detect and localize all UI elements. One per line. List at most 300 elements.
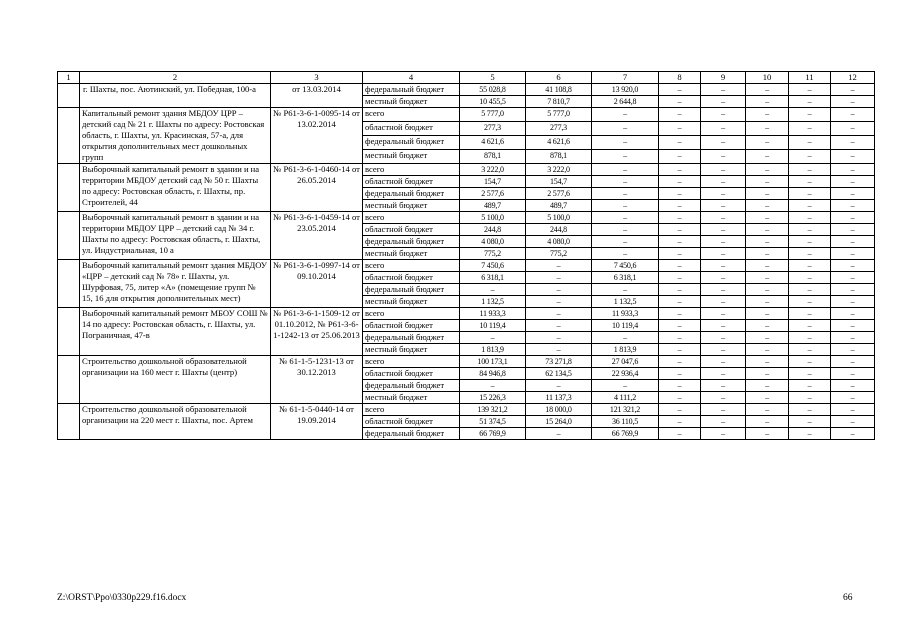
value-cell: – bbox=[789, 236, 831, 248]
value-cell: – bbox=[701, 122, 746, 136]
value-cell: – bbox=[789, 212, 831, 224]
column-number-cell: 1 bbox=[58, 72, 80, 84]
value-cell: 1 132,5 bbox=[460, 296, 526, 308]
value-cell: – bbox=[789, 108, 831, 122]
empty-cell bbox=[58, 260, 80, 308]
funding-source-cell: федеральный бюджет bbox=[363, 428, 460, 440]
column-number-cell: 8 bbox=[659, 72, 701, 84]
object-name-cell: Выборочный капитальный ремонт здания МБДОУ «ЦРР – детский сад № 78» г. Шахты, ул. Шурфовая, 75, литер «А» (помещение групп № 15, 16 для открытия дополнительных мест) bbox=[80, 260, 271, 308]
footer-file-path: Z:\ORST\Ppo\0330p229.f16.docx bbox=[57, 593, 187, 603]
empty-cell bbox=[58, 164, 80, 212]
value-cell: – bbox=[831, 416, 875, 428]
document-cell: № 61-1-5-0440-14 от 19.09.2014 bbox=[271, 404, 363, 440]
value-cell: – bbox=[701, 308, 746, 320]
value-cell: – bbox=[659, 368, 701, 380]
value-cell: – bbox=[701, 236, 746, 248]
column-number-cell: 12 bbox=[831, 72, 875, 84]
value-cell: – bbox=[746, 356, 789, 368]
value-cell: – bbox=[659, 150, 701, 164]
value-cell: 100 173,1 bbox=[460, 356, 526, 368]
value-cell: – bbox=[789, 416, 831, 428]
table-row bbox=[58, 404, 875, 416]
value-cell: – bbox=[526, 284, 592, 296]
value-cell: 7 450,6 bbox=[592, 260, 659, 272]
value-cell: – bbox=[701, 332, 746, 344]
value-cell: – bbox=[659, 188, 701, 200]
value-cell: – bbox=[701, 392, 746, 404]
value-cell: – bbox=[789, 404, 831, 416]
value-cell: – bbox=[659, 96, 701, 108]
column-number-cell: 7 bbox=[592, 72, 659, 84]
column-number-cell: 6 bbox=[526, 72, 592, 84]
value-cell: – bbox=[659, 380, 701, 392]
value-cell: – bbox=[592, 284, 659, 296]
document-cell: № Р61-3-6-1-0460-14 от 26.05.2014 bbox=[271, 164, 363, 212]
header-row bbox=[58, 72, 875, 84]
value-cell: – bbox=[701, 136, 746, 150]
funding-source-cell: всего bbox=[363, 260, 460, 272]
value-cell: – bbox=[789, 188, 831, 200]
document-cell: № Р61-3-6-1-0095-14 от 13.02.2014 bbox=[271, 108, 363, 164]
value-cell: 4 080,0 bbox=[526, 236, 592, 248]
table-row bbox=[58, 84, 875, 96]
value-cell: – bbox=[831, 248, 875, 260]
value-cell: – bbox=[789, 368, 831, 380]
value-cell: – bbox=[701, 212, 746, 224]
object-name-cell: г. Шахты, пос. Аютинский, ул. Победная, 100-а bbox=[80, 84, 271, 108]
funding-source-cell: федеральный бюджет bbox=[363, 332, 460, 344]
value-cell: – bbox=[526, 320, 592, 332]
value-cell: – bbox=[701, 108, 746, 122]
value-cell: – bbox=[701, 428, 746, 440]
value-cell: – bbox=[460, 332, 526, 344]
value-cell: – bbox=[831, 188, 875, 200]
document-cell: от 13.03.2014 bbox=[271, 84, 363, 108]
value-cell: – bbox=[659, 224, 701, 236]
funding-source-cell: областной бюджет bbox=[363, 224, 460, 236]
value-cell: – bbox=[746, 308, 789, 320]
value-cell: 244,8 bbox=[460, 224, 526, 236]
value-cell: – bbox=[701, 260, 746, 272]
value-cell: – bbox=[659, 212, 701, 224]
funding-source-cell: всего bbox=[363, 212, 460, 224]
value-cell: 41 108,8 bbox=[526, 84, 592, 96]
value-cell: – bbox=[831, 308, 875, 320]
funding-source-cell: всего bbox=[363, 308, 460, 320]
table-row bbox=[58, 164, 875, 176]
value-cell: 775,2 bbox=[526, 248, 592, 260]
value-cell: – bbox=[701, 356, 746, 368]
value-cell: – bbox=[789, 122, 831, 136]
value-cell: – bbox=[746, 284, 789, 296]
value-cell: 62 134,5 bbox=[526, 368, 592, 380]
empty-cell bbox=[58, 404, 80, 440]
value-cell: – bbox=[789, 380, 831, 392]
value-cell: 15 226,3 bbox=[460, 392, 526, 404]
value-cell: – bbox=[746, 296, 789, 308]
value-cell: – bbox=[701, 272, 746, 284]
empty-cell bbox=[58, 308, 80, 356]
page-number: 66 bbox=[843, 593, 853, 603]
funding-source-cell: федеральный бюджет bbox=[363, 380, 460, 392]
value-cell: – bbox=[526, 308, 592, 320]
value-cell: – bbox=[831, 108, 875, 122]
value-cell: – bbox=[592, 188, 659, 200]
value-cell: – bbox=[592, 150, 659, 164]
value-cell: 84 946,8 bbox=[460, 368, 526, 380]
funding-source-cell: федеральный бюджет bbox=[363, 84, 460, 96]
value-cell: – bbox=[701, 96, 746, 108]
value-cell: – bbox=[746, 272, 789, 284]
value-cell: – bbox=[526, 332, 592, 344]
value-cell: 27 047,6 bbox=[592, 356, 659, 368]
value-cell: 3 222,0 bbox=[460, 164, 526, 176]
value-cell: – bbox=[659, 332, 701, 344]
value-cell: – bbox=[831, 164, 875, 176]
value-cell: – bbox=[789, 176, 831, 188]
funding-source-cell: областной бюджет bbox=[363, 368, 460, 380]
value-cell: – bbox=[659, 344, 701, 356]
column-number-cell: 2 bbox=[80, 72, 271, 84]
value-cell: – bbox=[831, 212, 875, 224]
value-cell: – bbox=[592, 176, 659, 188]
funding-source-cell: местный бюджет bbox=[363, 344, 460, 356]
value-cell: – bbox=[659, 428, 701, 440]
column-number-cell: 9 bbox=[701, 72, 746, 84]
value-cell: – bbox=[659, 136, 701, 150]
value-cell: – bbox=[831, 150, 875, 164]
funding-source-cell: всего bbox=[363, 404, 460, 416]
value-cell: – bbox=[746, 212, 789, 224]
value-cell: 3 222,0 bbox=[526, 164, 592, 176]
value-cell: – bbox=[701, 320, 746, 332]
value-cell: – bbox=[831, 96, 875, 108]
value-cell: – bbox=[746, 188, 789, 200]
value-cell: – bbox=[746, 248, 789, 260]
object-name-cell: Капитальный ремонт здания МБДОУ ЦРР – детский сад № 21 г. Шахты по адресу: Ростовская область, г. Шахты, ул. Красинская, 57-а, для открытия дополнительных мест дошкольных групп bbox=[80, 108, 271, 164]
value-cell: 154,7 bbox=[526, 176, 592, 188]
value-cell: – bbox=[746, 380, 789, 392]
funding-source-cell: местный бюджет bbox=[363, 150, 460, 164]
value-cell: – bbox=[701, 164, 746, 176]
value-cell: 55 028,8 bbox=[460, 84, 526, 96]
column-number-cell: 5 bbox=[460, 72, 526, 84]
funding-source-cell: областной бюджет bbox=[363, 416, 460, 428]
value-cell: – bbox=[460, 380, 526, 392]
empty-cell bbox=[58, 212, 80, 260]
object-name-cell: Выборочный капитальный ремонт в здании и на территории МБДОУ детский сад № 50 г. Шахты по адресу: Ростовская область, г. Шахты, пр. Строителей, 44 bbox=[80, 164, 271, 212]
value-cell: – bbox=[789, 428, 831, 440]
value-cell: – bbox=[746, 164, 789, 176]
value-cell: – bbox=[789, 320, 831, 332]
value-cell: – bbox=[789, 248, 831, 260]
value-cell: – bbox=[746, 122, 789, 136]
value-cell: 878,1 bbox=[460, 150, 526, 164]
value-cell: 7 810,7 bbox=[526, 96, 592, 108]
value-cell: – bbox=[789, 272, 831, 284]
value-cell: – bbox=[831, 136, 875, 150]
value-cell: 73 271,8 bbox=[526, 356, 592, 368]
value-cell: – bbox=[592, 212, 659, 224]
object-name-cell: Выборочный капитальный ремонт в здании и на территории МБДОУ ЦРР – детский сад № 34 г. Шахты по адресу: Ростовская область, г. Шахты, ул. Индустриальная, 10 а bbox=[80, 212, 271, 260]
value-cell: 22 936,4 bbox=[592, 368, 659, 380]
value-cell: – bbox=[831, 392, 875, 404]
value-cell: – bbox=[701, 296, 746, 308]
value-cell: 10 119,4 bbox=[592, 320, 659, 332]
value-cell: 2 577,6 bbox=[460, 188, 526, 200]
value-cell: – bbox=[831, 356, 875, 368]
value-cell: 10 119,4 bbox=[460, 320, 526, 332]
value-cell: – bbox=[659, 108, 701, 122]
funding-source-cell: всего bbox=[363, 356, 460, 368]
value-cell: – bbox=[789, 150, 831, 164]
value-cell: 277,3 bbox=[526, 122, 592, 136]
value-cell: 51 374,5 bbox=[460, 416, 526, 428]
value-cell: 1 132,5 bbox=[592, 296, 659, 308]
value-cell: – bbox=[789, 284, 831, 296]
value-cell: – bbox=[746, 332, 789, 344]
value-cell: – bbox=[789, 136, 831, 150]
value-cell: – bbox=[701, 416, 746, 428]
value-cell: 1 813,9 bbox=[592, 344, 659, 356]
value-cell: – bbox=[460, 284, 526, 296]
value-cell: – bbox=[831, 404, 875, 416]
value-cell: 489,7 bbox=[460, 200, 526, 212]
funding-source-cell: местный бюджет bbox=[363, 248, 460, 260]
value-cell: 139 321,2 bbox=[460, 404, 526, 416]
value-cell: 2 577,6 bbox=[526, 188, 592, 200]
value-cell: 11 933,3 bbox=[592, 308, 659, 320]
value-cell: 277,3 bbox=[460, 122, 526, 136]
value-cell: – bbox=[789, 308, 831, 320]
value-cell: – bbox=[659, 404, 701, 416]
value-cell: 489,7 bbox=[526, 200, 592, 212]
funding-source-cell: местный бюджет bbox=[363, 296, 460, 308]
table-row bbox=[58, 212, 875, 224]
value-cell: 5 777,0 bbox=[460, 108, 526, 122]
value-cell: 18 000,0 bbox=[526, 404, 592, 416]
value-cell: – bbox=[526, 260, 592, 272]
value-cell: – bbox=[746, 224, 789, 236]
funding-source-cell: местный бюджет bbox=[363, 200, 460, 212]
value-cell: – bbox=[659, 392, 701, 404]
value-cell: – bbox=[592, 224, 659, 236]
funding-source-cell: областной бюджет bbox=[363, 320, 460, 332]
funding-source-cell: всего bbox=[363, 164, 460, 176]
value-cell: – bbox=[701, 284, 746, 296]
value-cell: – bbox=[789, 332, 831, 344]
funding-source-cell: местный бюджет bbox=[363, 392, 460, 404]
object-name-cell: Выборочный капитальный ремонт МБОУ СОШ № 14 по адресу: Ростовская область, г. Шахты, ул. Пограничная, 47-в bbox=[80, 308, 271, 356]
value-cell: – bbox=[659, 248, 701, 260]
value-cell: – bbox=[701, 224, 746, 236]
value-cell: 6 318,1 bbox=[592, 272, 659, 284]
value-cell: – bbox=[831, 260, 875, 272]
value-cell: – bbox=[659, 84, 701, 96]
value-cell: 7 450,6 bbox=[460, 260, 526, 272]
value-cell: – bbox=[746, 236, 789, 248]
value-cell: – bbox=[659, 320, 701, 332]
value-cell: 15 264,0 bbox=[526, 416, 592, 428]
value-cell: – bbox=[701, 380, 746, 392]
value-cell: 1 813,9 bbox=[460, 344, 526, 356]
value-cell: – bbox=[526, 272, 592, 284]
value-cell: – bbox=[659, 236, 701, 248]
value-cell: – bbox=[592, 164, 659, 176]
value-cell: – bbox=[746, 368, 789, 380]
value-cell: 66 769,9 bbox=[592, 428, 659, 440]
budget-table bbox=[57, 71, 875, 440]
empty-cell bbox=[58, 108, 80, 164]
value-cell: – bbox=[831, 368, 875, 380]
value-cell: – bbox=[592, 200, 659, 212]
value-cell: – bbox=[701, 150, 746, 164]
value-cell: – bbox=[789, 200, 831, 212]
value-cell: – bbox=[659, 308, 701, 320]
value-cell: – bbox=[831, 284, 875, 296]
value-cell: – bbox=[746, 320, 789, 332]
value-cell: – bbox=[831, 320, 875, 332]
value-cell: – bbox=[659, 356, 701, 368]
table-row bbox=[58, 260, 875, 272]
value-cell: – bbox=[831, 122, 875, 136]
value-cell: – bbox=[659, 260, 701, 272]
value-cell: – bbox=[701, 188, 746, 200]
value-cell: – bbox=[831, 344, 875, 356]
value-cell: – bbox=[789, 96, 831, 108]
document-cell: № Р61-3-6-1-0459-14 от 23.05.2014 bbox=[271, 212, 363, 260]
table-row bbox=[58, 356, 875, 368]
funding-source-cell: всего bbox=[363, 108, 460, 122]
value-cell: – bbox=[746, 428, 789, 440]
value-cell: 11 137,3 bbox=[526, 392, 592, 404]
value-cell: 6 318,1 bbox=[460, 272, 526, 284]
value-cell: – bbox=[592, 248, 659, 260]
value-cell: 775,2 bbox=[460, 248, 526, 260]
value-cell: – bbox=[789, 224, 831, 236]
value-cell: – bbox=[592, 136, 659, 150]
value-cell: – bbox=[746, 150, 789, 164]
value-cell: – bbox=[659, 200, 701, 212]
funding-source-cell: областной бюджет bbox=[363, 272, 460, 284]
object-name-cell: Строительство дошкольной образовательной организации на 220 мест г. Шахты, пос. Артем bbox=[80, 404, 271, 440]
value-cell: 4 621,6 bbox=[460, 136, 526, 150]
value-cell: – bbox=[701, 248, 746, 260]
value-cell: – bbox=[831, 332, 875, 344]
value-cell: 10 455,5 bbox=[460, 96, 526, 108]
funding-source-cell: федеральный бюджет bbox=[363, 136, 460, 150]
column-number-cell: 10 bbox=[746, 72, 789, 84]
value-cell: – bbox=[789, 356, 831, 368]
value-cell: 154,7 bbox=[460, 176, 526, 188]
value-cell: 66 769,9 bbox=[460, 428, 526, 440]
value-cell: – bbox=[701, 84, 746, 96]
value-cell: – bbox=[831, 296, 875, 308]
value-cell: – bbox=[789, 260, 831, 272]
column-number-cell: 4 bbox=[363, 72, 460, 84]
value-cell: – bbox=[789, 164, 831, 176]
value-cell: 4 621,6 bbox=[526, 136, 592, 150]
value-cell: 2 644,8 bbox=[592, 96, 659, 108]
document-cell: № Р61-3-6-1-1509-12 от 01.10.2012, № Р61-3-6-1-1242-13 от 25.06.2013 bbox=[271, 308, 363, 356]
value-cell: 878,1 bbox=[526, 150, 592, 164]
value-cell: 4 080,0 bbox=[460, 236, 526, 248]
value-cell: – bbox=[831, 176, 875, 188]
value-cell: – bbox=[592, 332, 659, 344]
funding-source-cell: областной бюджет bbox=[363, 176, 460, 188]
value-cell: – bbox=[831, 224, 875, 236]
column-number-cell: 3 bbox=[271, 72, 363, 84]
column-number-cell: 11 bbox=[789, 72, 831, 84]
value-cell: – bbox=[526, 380, 592, 392]
value-cell: – bbox=[701, 176, 746, 188]
value-cell: – bbox=[659, 284, 701, 296]
value-cell: – bbox=[789, 344, 831, 356]
value-cell: – bbox=[659, 296, 701, 308]
table-row bbox=[58, 108, 875, 122]
value-cell: – bbox=[831, 200, 875, 212]
value-cell: – bbox=[746, 136, 789, 150]
value-cell: – bbox=[526, 428, 592, 440]
value-cell: – bbox=[831, 380, 875, 392]
value-cell: – bbox=[746, 84, 789, 96]
value-cell: – bbox=[746, 200, 789, 212]
value-cell: – bbox=[592, 236, 659, 248]
value-cell: – bbox=[701, 200, 746, 212]
value-cell: – bbox=[592, 108, 659, 122]
value-cell: 36 110,5 bbox=[592, 416, 659, 428]
value-cell: 5 100,0 bbox=[460, 212, 526, 224]
value-cell: – bbox=[831, 272, 875, 284]
value-cell: – bbox=[746, 344, 789, 356]
table-row bbox=[58, 308, 875, 320]
value-cell: 244,8 bbox=[526, 224, 592, 236]
value-cell: – bbox=[746, 260, 789, 272]
value-cell: – bbox=[526, 344, 592, 356]
empty-cell bbox=[58, 356, 80, 404]
document-cell: № Р61-3-6-1-0997-14 от 09.10.2014 bbox=[271, 260, 363, 308]
value-cell: – bbox=[789, 392, 831, 404]
funding-source-cell: местный бюджет bbox=[363, 96, 460, 108]
document-cell: № 61-1-5-1231-13 от 30.12.2013 bbox=[271, 356, 363, 404]
value-cell: – bbox=[701, 404, 746, 416]
value-cell: 11 933,3 bbox=[460, 308, 526, 320]
value-cell: – bbox=[659, 416, 701, 428]
value-cell: – bbox=[746, 392, 789, 404]
funding-source-cell: федеральный бюджет bbox=[363, 188, 460, 200]
value-cell: 4 111,2 bbox=[592, 392, 659, 404]
value-cell: 5 100,0 bbox=[526, 212, 592, 224]
value-cell: – bbox=[831, 428, 875, 440]
value-cell: – bbox=[746, 96, 789, 108]
value-cell: – bbox=[701, 368, 746, 380]
value-cell: 5 777,0 bbox=[526, 108, 592, 122]
empty-cell bbox=[58, 84, 80, 108]
value-cell: – bbox=[746, 108, 789, 122]
value-cell: – bbox=[526, 296, 592, 308]
object-name-cell: Строительство дошкольной образовательной организации на 160 мест г. Шахты (центр) bbox=[80, 356, 271, 404]
value-cell: – bbox=[659, 164, 701, 176]
value-cell: – bbox=[592, 122, 659, 136]
funding-source-cell: федеральный бюджет bbox=[363, 236, 460, 248]
value-cell: – bbox=[746, 404, 789, 416]
value-cell: – bbox=[789, 84, 831, 96]
value-cell: 121 321,2 bbox=[592, 404, 659, 416]
value-cell: 13 920,0 bbox=[592, 84, 659, 96]
value-cell: – bbox=[659, 272, 701, 284]
value-cell: – bbox=[831, 84, 875, 96]
funding-source-cell: областной бюджет bbox=[363, 122, 460, 136]
